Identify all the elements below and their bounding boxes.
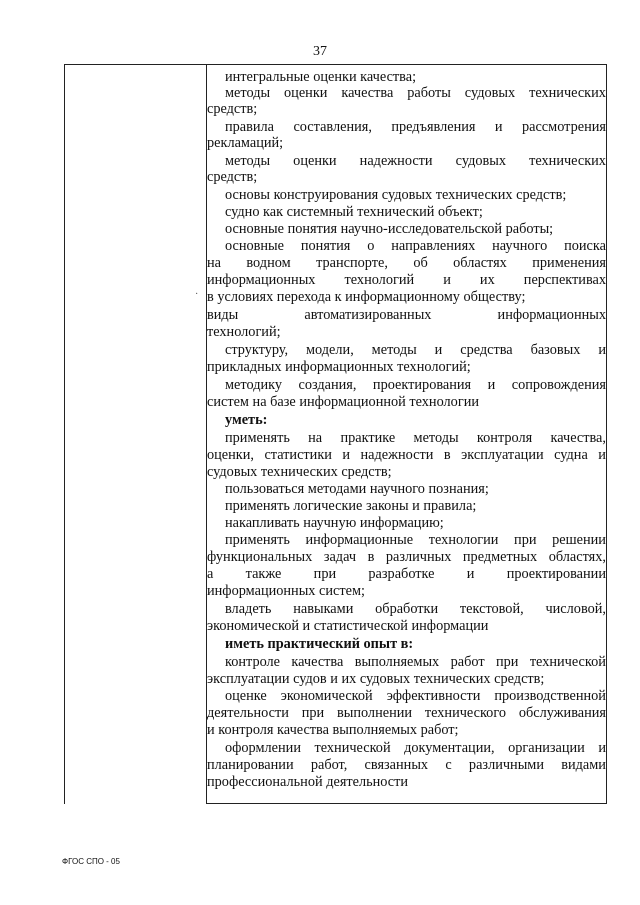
text-line: оценки, статистики и надежности в эксплуатации судна и bbox=[207, 447, 606, 463]
text-line: оценке экономической эффективности производственной bbox=[225, 688, 606, 704]
text-line: информационных систем; bbox=[207, 583, 365, 599]
text-line: судовых технических средств; bbox=[207, 464, 392, 480]
stray-mark: · bbox=[195, 289, 199, 300]
page-number: 37 bbox=[313, 44, 327, 59]
text-line: средств; bbox=[207, 169, 258, 185]
text-line: применять на практике методы контроля качества, bbox=[225, 430, 606, 446]
table-left-cell bbox=[65, 65, 207, 804]
text-line: структуру, модели, методы и средства базовых и bbox=[225, 342, 606, 358]
text-line: контроле качества выполняемых работ при технической bbox=[225, 654, 606, 670]
table-bottom-rule bbox=[207, 803, 606, 804]
text-line: средств; bbox=[207, 101, 258, 117]
text-line: планировании работ, связанных с различными видами bbox=[207, 757, 606, 773]
text-line: методы оценки качества работы судовых технических bbox=[225, 85, 606, 101]
text-line: профессиональной деятельности bbox=[207, 774, 409, 790]
text-line: функциональных задач в различных предметных областях, bbox=[207, 549, 606, 565]
text-line: судно как системный технический объект; bbox=[225, 204, 483, 220]
text-line: и контроля качества выполняемых работ; bbox=[207, 722, 459, 738]
table-right-cell bbox=[207, 65, 606, 804]
text-line: рекламаций; bbox=[207, 135, 284, 151]
text-line: деятельности при выполнении технического обслуживания bbox=[207, 705, 606, 721]
text-line: информационных технологий и их перспективах bbox=[207, 272, 606, 288]
text-line: пользоваться методами научного познания; bbox=[225, 481, 489, 497]
section-heading-umet: уметь: bbox=[225, 412, 268, 428]
text-line: эксплуатации судов и их судовых технических средств; bbox=[207, 671, 545, 687]
text-line: оформлении технической документации, организации и bbox=[225, 740, 606, 756]
text-line: экономической и статистической информации bbox=[207, 618, 489, 634]
text-line: на водном транспорте, об областях применения bbox=[207, 255, 606, 271]
text-line: накапливать научную информацию; bbox=[225, 515, 444, 531]
text-line: интегральные оценки качества; bbox=[225, 69, 417, 85]
text-line: применять логические законы и правила; bbox=[225, 498, 477, 514]
text-line: основные понятия о направлениях научного поиска bbox=[225, 238, 606, 254]
text-line: прикладных информационных технологий; bbox=[207, 359, 471, 375]
competency-table bbox=[64, 64, 607, 804]
text-line: владеть навыками обработки текстовой, числовой, bbox=[225, 601, 606, 617]
text-line: а также при разработке и проектировании bbox=[207, 566, 606, 582]
text-line: виды автоматизированных информационных bbox=[207, 307, 606, 323]
section-heading-opyt: иметь практический опыт в: bbox=[225, 636, 414, 652]
footer-code: ФГОС СПО - 05 bbox=[62, 857, 120, 866]
text-line: систем на базе информационной технологии bbox=[207, 394, 479, 410]
text-line: в условиях перехода к информационному обществу; bbox=[207, 289, 526, 305]
text-line: применять информационные технологии при решении bbox=[225, 532, 606, 548]
text-line: технологий; bbox=[207, 324, 281, 340]
text-line: основные понятия научно-исследовательской работы; bbox=[225, 221, 554, 237]
text-line: основы конструирования судовых технических средств; bbox=[225, 187, 567, 203]
text-line: правила составления, предъявления и рассмотрения bbox=[225, 119, 606, 135]
text-line: методы оценки надежности судовых технических bbox=[225, 153, 606, 169]
text-line: методику создания, проектирования и сопровождения bbox=[225, 377, 606, 393]
